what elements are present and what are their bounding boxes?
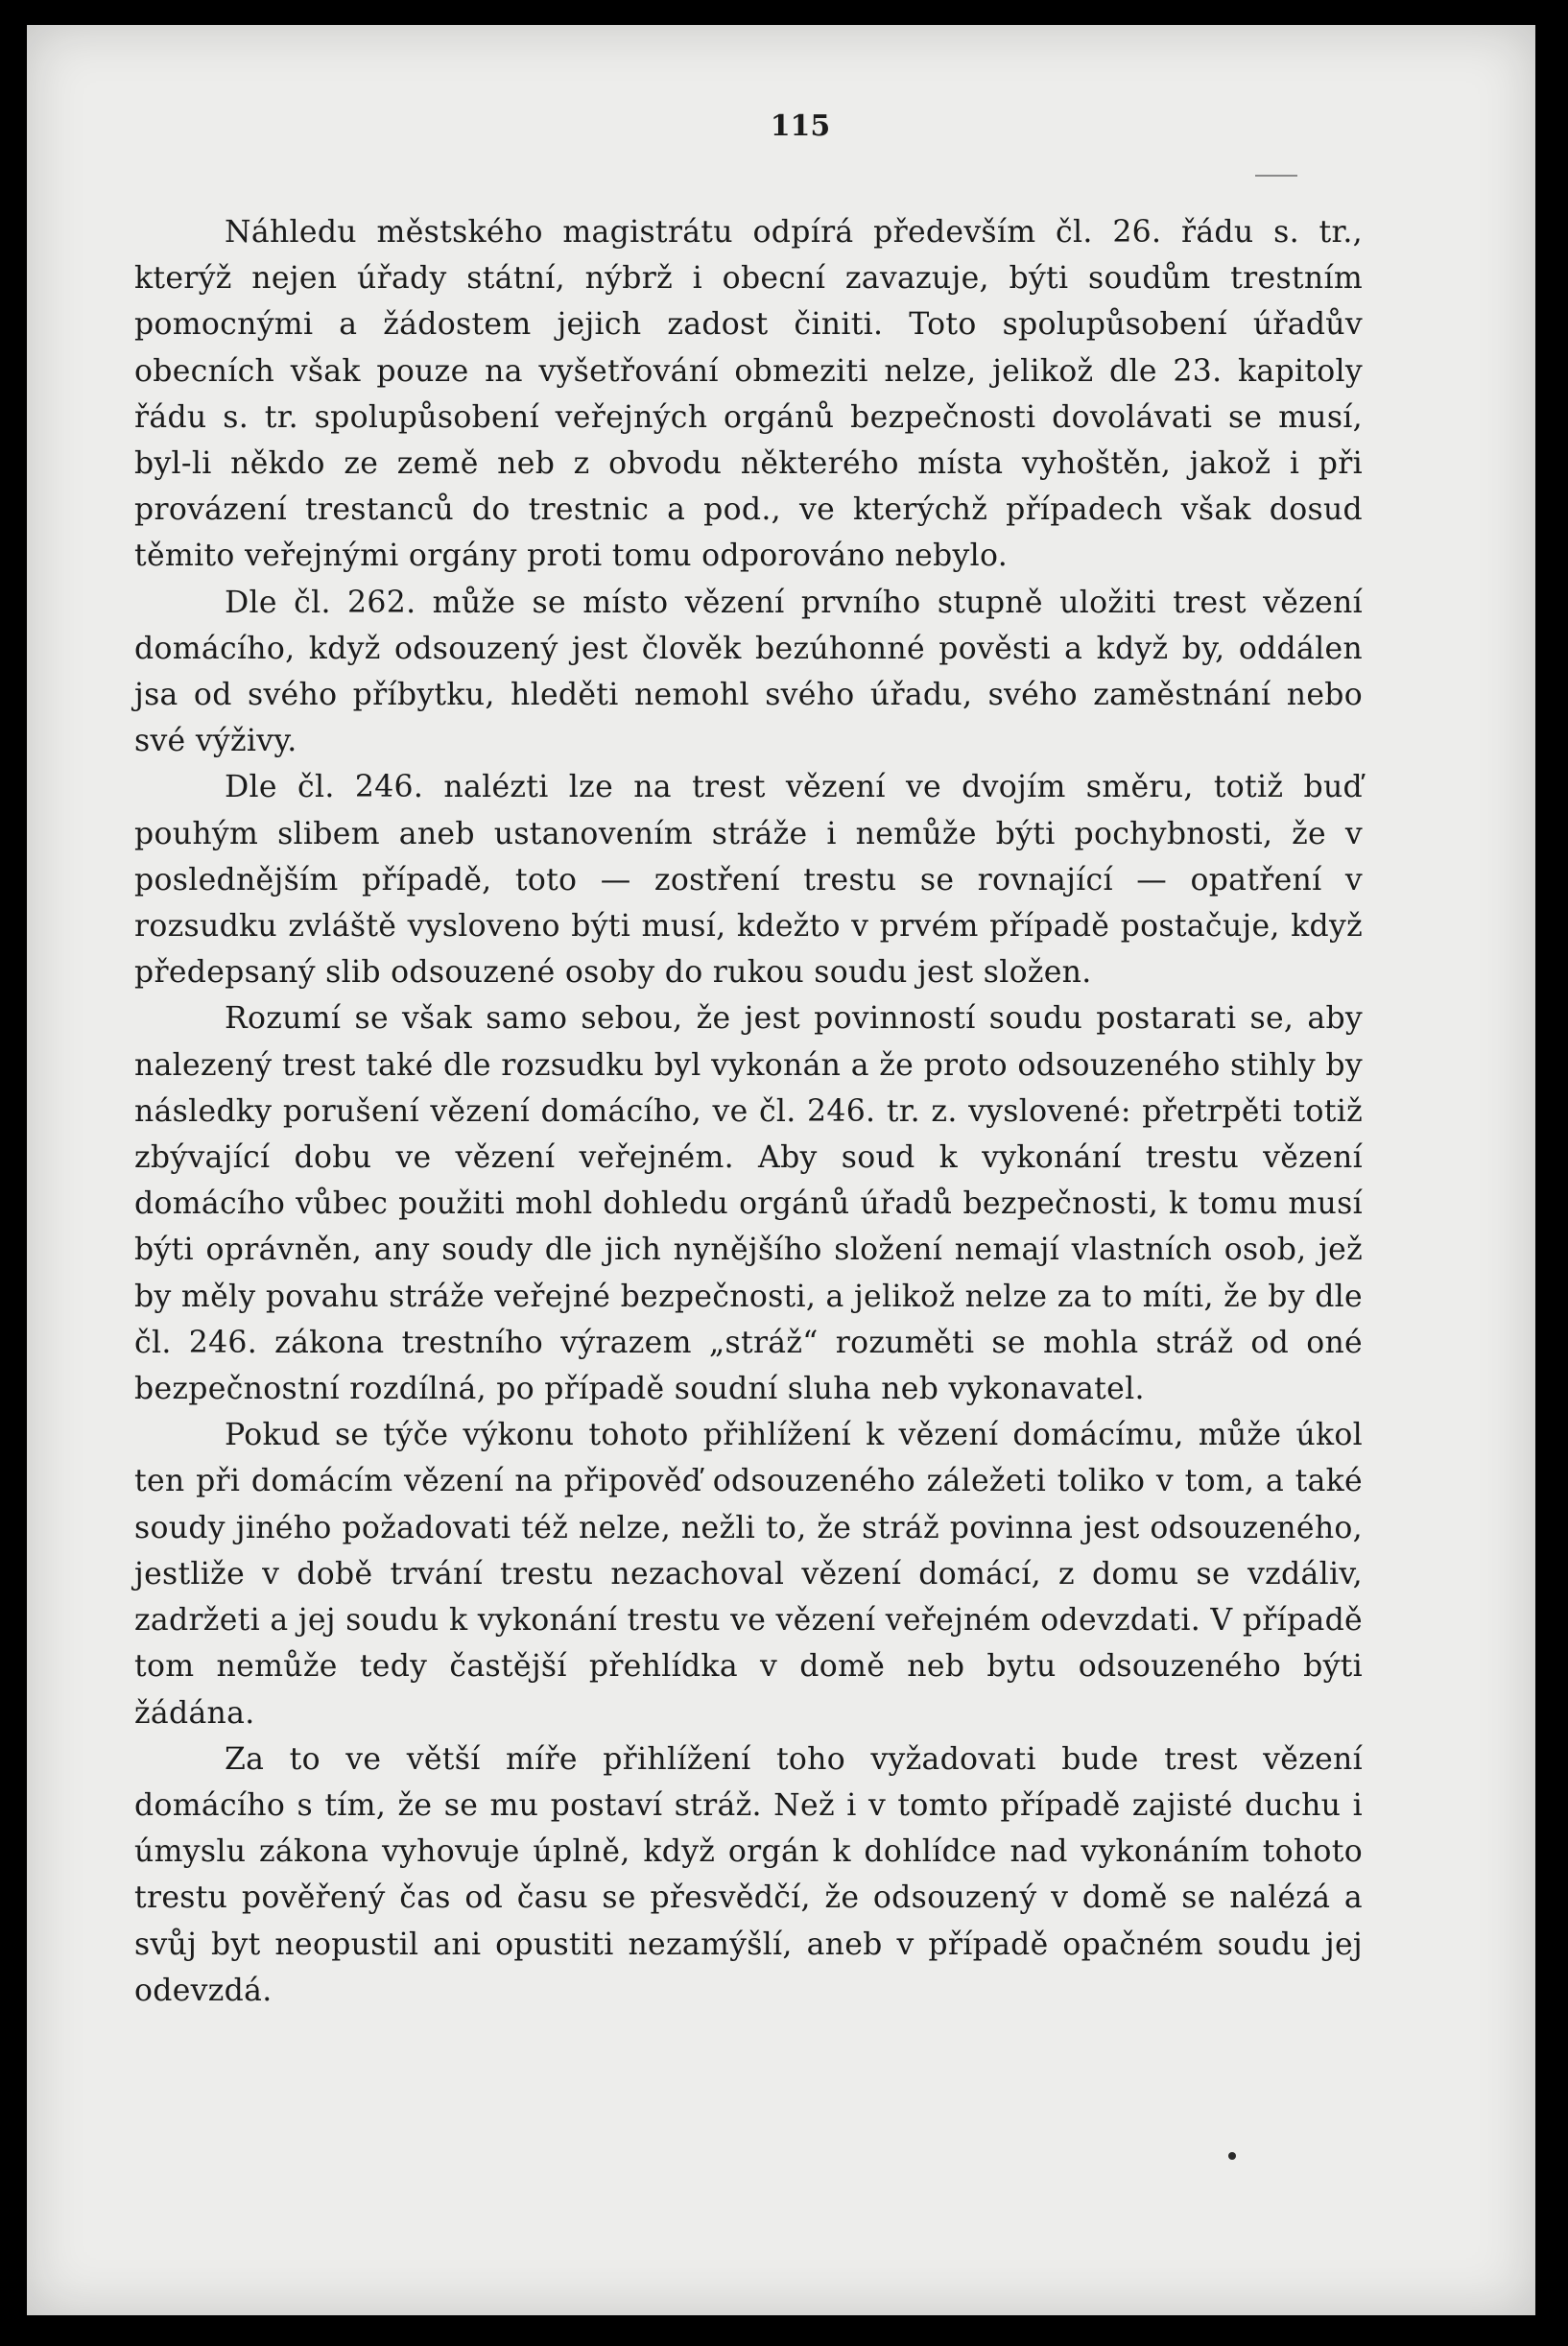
paragraph-2: Dle čl. 262. může se místo vězení prvního stupně uložiti trest vězení domácího, když odsouzený jest člověk bezúhonné pověsti a když by, oddálen jsa od svého příbytku, hleděti nemohl svého úřadu, svého zaměstnání nebo své výživy. <box>134 585 1363 759</box>
page-sheet <box>27 25 1535 2315</box>
page-number: 115 <box>770 109 831 143</box>
body-text <box>134 209 1363 2014</box>
paragraph-1: Náhledu městského magistrátu odpírá především čl. 26. řádu s. tr., kterýž nejen úřady státní, nýbrž i obecní zavazuje, býti soudům trestním pomocnými a žádostem jejich zadost činiti. Toto spolupůsobení úřadův obecních však pouze na vyšetřování obmeziti nelze, jelikož dle 23. kapitoly řádu s. tr. spolupůsobení veřejných orgánů bezpečnosti dovolávati se musí, byl-li někdo ze země neb z obvodu některého místa vyhoštěn, jakož i při provázení trestanců do trestnic a pod., ve kterýchž případech však dosud těmito veřejnými orgány proti tomu odporováno nebylo. <box>134 215 1363 574</box>
ink-speck <box>1228 2152 1236 2160</box>
paragraph-4: Rozumí se však samo sebou, že jest povinností soudu postarati se, aby nalezený trest také dle rozsudku byl vykonán a že proto odsouzeného stihly by následky porušení vězení domácího, ve čl. 246. tr. z. vyslovené: přetrpěti totiž zbývající dobu ve vězení veřejném. Aby soud k vykonání trestu vězení domácího vůbec použiti mohl dohledu orgánů úřadů bezpečnosti, k tomu musí býti oprávněn, any soudy dle jich nynějšího složení nemají vlastních osob, jež by měly povahu stráže veřejné bezpečnosti, a jelikož nelze za to míti, že by dle čl. 246. zákona trestního výrazem „stráž“ rozuměti se mohla stráž od oné bezpečnostní rozdílná, po případě soudní sluha neb vykonavatel. <box>134 1001 1363 1407</box>
decorative-rule <box>1255 175 1297 177</box>
paragraph-6: Za to ve větší míře přihlížení toho vyžadovati bude trest vězení domácího s tím, že se mu postaví stráž. Než i v tomto případě zajisté duchu i úmyslu zákona vyhovuje úplně, když orgán k dohlídce nad vykonáním tohoto trestu pověřený čas od času se přesvědčí, že odsouzený v domě se nalézá a svůj byt neopustil ani opustiti nezamýšlí, aneb v případě opačném soudu jej odevzdá. <box>134 1741 1363 2008</box>
paragraph-3: Dle čl. 246. nalézti lze na trest vězení ve dvojím směru, totiž buď pouhým slibem aneb ustanovením stráže i nemůže býti pochybnosti, že v poslednějším případě, toto — zostření trestu se rovnající — opatření v rozsudku zvláště vysloveno býti musí, kdežto v prvém případě postačuje, když předepsaný slib odsouzené osoby do rukou soudu jest složen. <box>134 770 1363 991</box>
paragraph-5: Pokud se týče výkonu tohoto přihlížení k vězení domácímu, může úkol ten při domácím vězení na připověď odsouzeného záležeti toliko v tom, a také soudy jiného požadovati též nelze, nežli to, že stráž povinna jest odsouzeného, jestliže v době trvání trestu nezachoval vězení domácí, z domu se vzdáliv, zadržeti a jej soudu k vykonání trestu ve vězení veřejném odevzdati. V případě tom nemůže tedy častější přehlídka v domě neb bytu odsouzeného býti žádána. <box>134 1418 1363 1731</box>
